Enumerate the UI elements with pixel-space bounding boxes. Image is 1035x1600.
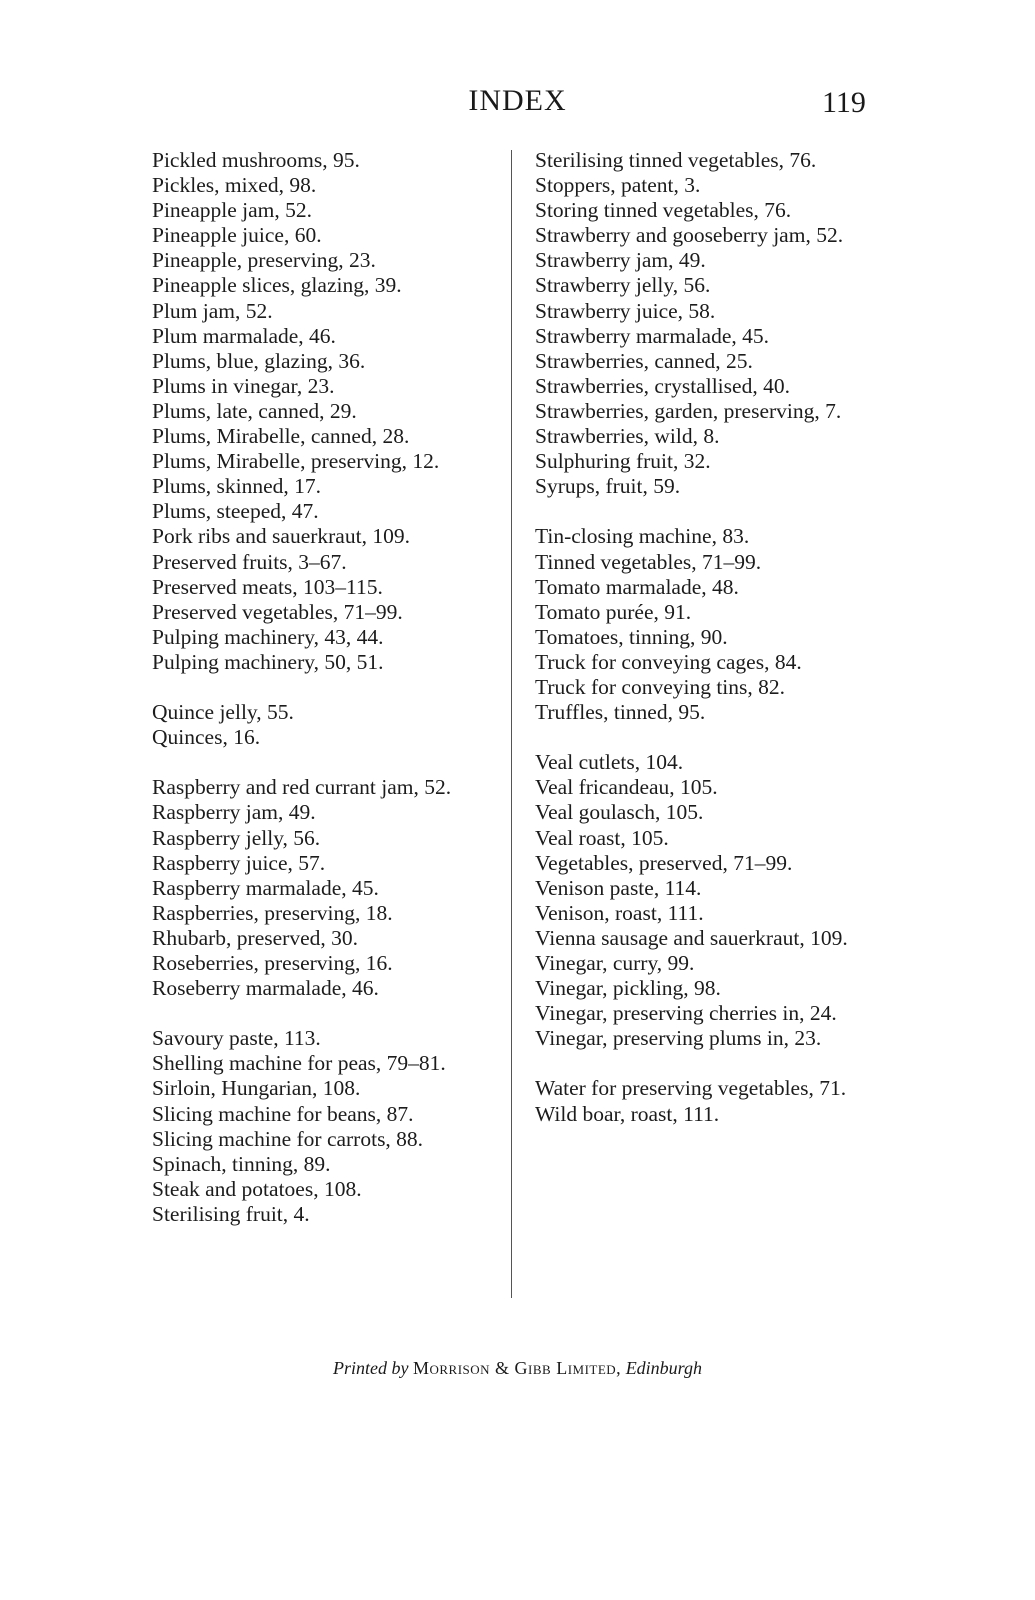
index-entry: Truffles, tinned, 95.	[535, 700, 706, 725]
imprint-printed-by: Printed by	[332, 1358, 409, 1378]
index-entry: Plum jam, 52.	[152, 298, 273, 323]
page-number: 119	[822, 86, 866, 119]
index-entry: Raspberry juice, 57.	[152, 850, 326, 875]
index-entry: Strawberry jelly, 56.	[535, 273, 711, 298]
index-entry: Sterilising fruit, 4.	[152, 1201, 310, 1226]
index-entry: Plums, steeped, 47.	[152, 499, 319, 524]
index-entry: Tomatoes, tinning, 90.	[535, 624, 728, 649]
index-entry: Wild boar, roast, 111.	[535, 1101, 720, 1126]
index-entry: Veal roast, 105.	[535, 825, 669, 850]
index-entry: Veal cutlets, 104.	[535, 750, 684, 775]
index-entry: Pulping machinery, 43, 44.	[152, 624, 384, 649]
index-entry: Raspberry jam, 49.	[152, 800, 316, 825]
index-entry: Plums, blue, glazing, 36.	[152, 348, 366, 373]
index-entry: Tomato marmalade, 48.	[535, 574, 739, 599]
index-entry: Shelling machine for peas, 79–81.	[152, 1051, 446, 1076]
index-entry: Veal goulasch, 105.	[535, 800, 704, 825]
index-entry: Strawberry juice, 58.	[535, 298, 716, 323]
index-entry: Pulping machinery, 50, 51.	[152, 649, 384, 674]
index-entry: Plums, Mirabelle, canned, 28.	[152, 424, 410, 449]
index-entry: Steak and potatoes, 108.	[152, 1176, 362, 1201]
index-entry: Vegetables, preserved, 71–99.	[535, 850, 793, 875]
index-entry: Savoury paste, 113.	[152, 1026, 321, 1051]
index-entry: Raspberry jelly, 56.	[152, 825, 321, 850]
index-entry: Roseberry marmalade, 46.	[152, 976, 379, 1001]
index-entry: Tomato purée, 91.	[535, 599, 692, 624]
index-entry: Veal fricandeau, 105.	[535, 775, 718, 800]
index-entry: Plums, Mirabelle, preserving, 12.	[152, 449, 440, 474]
index-entry: Raspberry and red currant jam, 52.	[152, 775, 452, 800]
section-gap	[535, 725, 880, 750]
section-gap	[152, 1001, 497, 1026]
index-entry: Sulphuring fruit, 32.	[535, 449, 711, 474]
imprint-city: Edinburgh	[625, 1358, 703, 1378]
index-entry: Pineapple juice, 60.	[152, 223, 322, 248]
index-entry: Vinegar, preserving plums in, 23.	[535, 1026, 822, 1051]
index-entry: Tin-closing machine, 83.	[535, 524, 750, 549]
index-entry: Strawberry and gooseberry jam, 52.	[535, 223, 844, 248]
section-gap	[535, 499, 880, 524]
index-entry: Plums, skinned, 17.	[152, 474, 322, 499]
index-entry: Rhubarb, preserved, 30.	[152, 925, 358, 950]
index-entry: Strawberries, crystallised, 40.	[535, 373, 790, 398]
index-entry: Strawberry marmalade, 45.	[535, 323, 770, 348]
index-entry: Raspberry marmalade, 45.	[152, 875, 379, 900]
index-entry: Spinach, tinning, 89.	[152, 1151, 331, 1176]
index-entry: Syrups, fruit, 59.	[535, 474, 681, 499]
index-entry: Plums in vinegar, 23.	[152, 373, 335, 398]
index-entry: Slicing machine for carrots, 88.	[152, 1126, 424, 1151]
index-entry: Quinces, 16.	[152, 725, 261, 750]
index-entry: Strawberry jam, 49.	[535, 248, 706, 273]
page-title: INDEX	[468, 84, 567, 117]
index-entry: Pickled mushrooms, 95.	[152, 148, 360, 172]
index-entry: Vinegar, preserving cherries in, 24.	[535, 1001, 837, 1026]
index-entry: Pickles, mixed, 98.	[152, 173, 317, 198]
index-entry: Truck for conveying tins, 82.	[535, 674, 786, 699]
column-divider	[511, 150, 512, 1298]
section-gap	[152, 750, 497, 775]
index-entry: Sterilising tinned vegetables, 76.	[535, 148, 817, 172]
printer-imprint	[0, 1358, 1035, 1379]
index-entry: Preserved vegetables, 71–99.	[152, 599, 403, 624]
index-column-right	[535, 148, 880, 1127]
index-entry: Vienna sausage and sauerkraut, 109.	[535, 925, 848, 950]
index-entry: Preserved meats, 103–115.	[152, 574, 383, 599]
index-entry: Venison, roast, 111.	[535, 900, 704, 925]
section-gap	[152, 675, 497, 700]
index-entry: Plums, late, canned, 29.	[152, 398, 357, 423]
index-entry: Plum marmalade, 46.	[152, 323, 336, 348]
index-entry: Sirloin, Hungarian, 108.	[152, 1076, 361, 1101]
index-entry: Water for preserving vegetables, 71.	[535, 1076, 847, 1101]
index-entry: Pineapple slices, glazing, 39.	[152, 273, 402, 298]
index-entry: Quince jelly, 55.	[152, 700, 294, 725]
index-entry: Strawberries, wild, 8.	[535, 424, 720, 449]
index-entry: Storing tinned vegetables, 76.	[535, 198, 792, 223]
index-entry: Slicing machine for beans, 87.	[152, 1101, 414, 1126]
index-entry: Pineapple jam, 52.	[152, 198, 313, 223]
index-entry: Stoppers, patent, 3.	[535, 173, 701, 198]
imprint-printer: Morrison & Gibb Limited,	[412, 1358, 622, 1378]
index-entry: Truck for conveying cages, 84.	[535, 649, 802, 674]
index-entry: Raspberries, preserving, 18.	[152, 900, 393, 925]
section-gap	[535, 1051, 880, 1076]
index-entry: Strawberries, garden, preserving, 7.	[535, 398, 842, 423]
index-entry: Preserved fruits, 3–67.	[152, 549, 347, 574]
index-entry: Tinned vegetables, 71–99.	[535, 549, 762, 574]
index-entry: Vinegar, curry, 99.	[535, 951, 695, 975]
index-entry: Roseberries, preserving, 16.	[152, 951, 393, 975]
index-entry: Pork ribs and sauerkraut, 109.	[152, 524, 410, 549]
index-entry: Venison paste, 114.	[535, 875, 702, 900]
index-entry: Pineapple, preserving, 23.	[152, 248, 376, 273]
index-entry: Strawberries, canned, 25.	[535, 348, 753, 373]
index-column-left	[152, 148, 497, 1227]
index-entry: Vinegar, pickling, 98.	[535, 976, 721, 1001]
